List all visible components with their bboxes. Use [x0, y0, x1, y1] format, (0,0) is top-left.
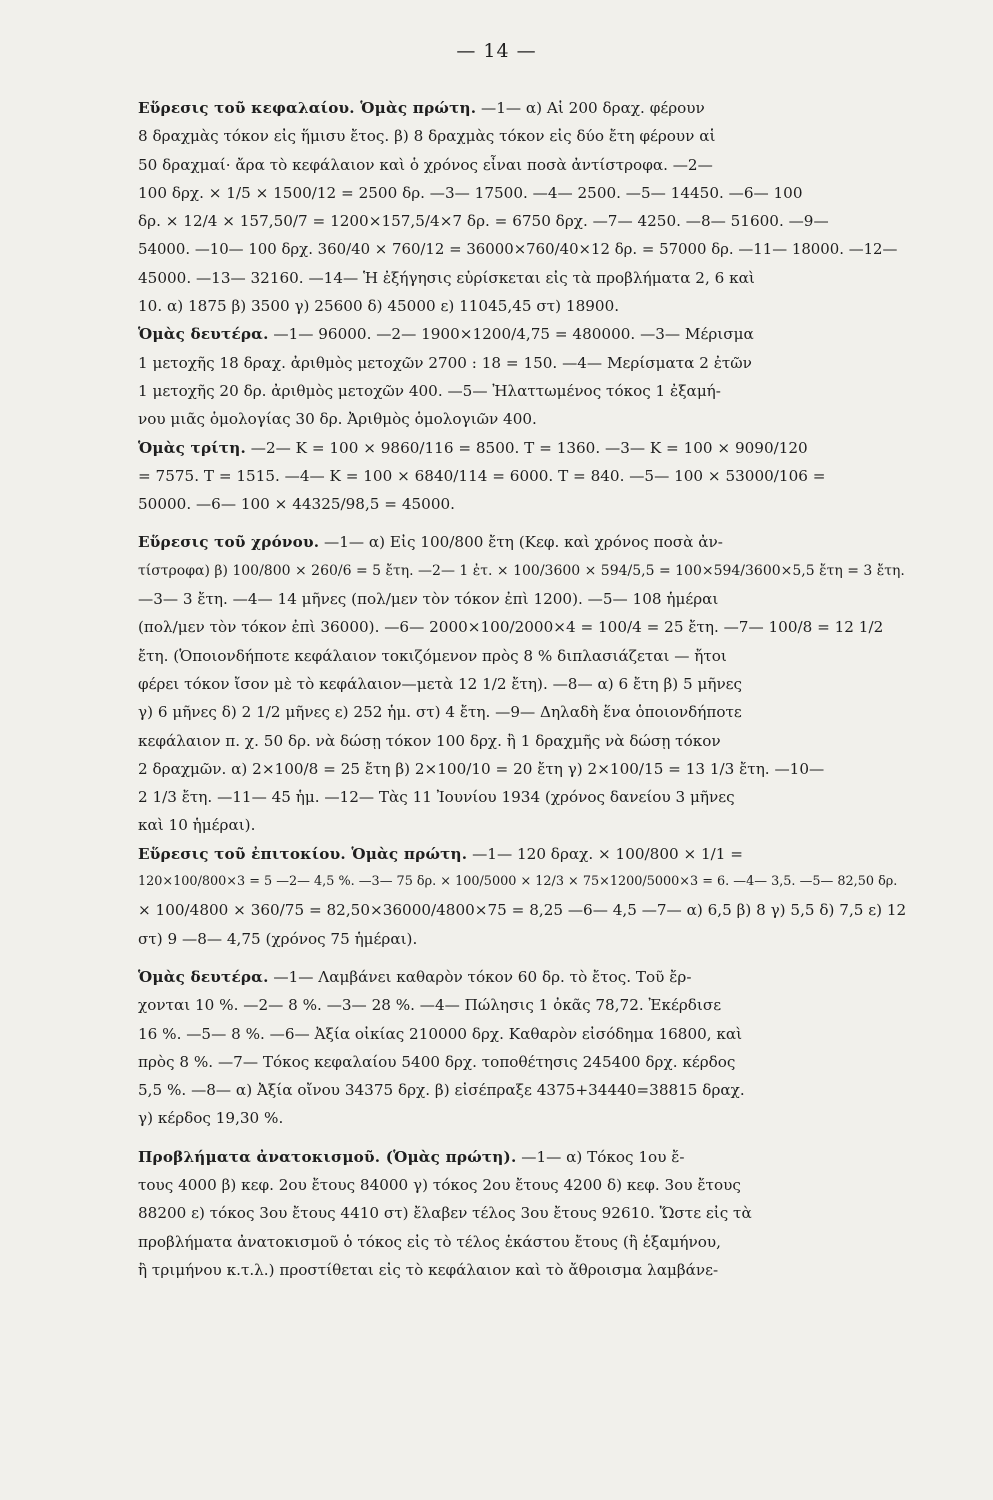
- line-text: —1— 96000. —2— 1900×1200/4,75 = 480000. —3— Μέρισμα: [268, 325, 754, 344]
- text-line: [138, 991, 908, 1019]
- section-heading: Εὕρεσις τοῦ χρόνου.: [138, 533, 320, 552]
- section-heading: Ὁμὰς τρίτη.: [138, 438, 246, 457]
- text-line: [138, 1143, 908, 1171]
- line-text: γ) 6 μῆνες δ) 2 1/2 μῆνες ε) 252 ἡμ. στ) 4 ἔτη. —9— Δηλαδὴ ἕνα ὁποιονδήποτε: [138, 703, 742, 722]
- line-text: γ) κέρδος 19,30 %.: [138, 1109, 284, 1128]
- text-line: [138, 122, 908, 150]
- text-line: [138, 755, 908, 783]
- text-line: [138, 670, 908, 698]
- line-text: × 100/4800 × 360/75 = 82,50×36000/4800×75 = 8,25 —6— 4,5 —7— α) 6,5 β) 8 γ) 5,5 δ) 7,5 ε) 12: [138, 901, 907, 920]
- line-text: ἔτη. (Ὁποιονδήποτε κεφάλαιον τοκιζόμενον πρὸς 8 % διπλασιάζεται — ἤτοι: [138, 646, 727, 665]
- text-line: [138, 94, 908, 122]
- line-text: 2 δραχμῶν. α) 2×100/8 = 25 ἔτη β) 2×100/10 = 20 ἔτη γ) 2×100/15 = 13 1/3 ἔτη. —10—: [138, 759, 825, 778]
- text-line: [138, 490, 908, 518]
- section-heading: Εὕρεσις τοῦ ἐπιτοκίου. Ὁμὰς πρώτη.: [138, 844, 468, 863]
- line-text: φέρει τόκον ἴσον μὲ τὸ κεφάλαιον—μετὰ 12 1/2 ἔτη). —8— α) 6 ἔτη β) 5 μῆνες: [138, 674, 743, 693]
- text-line: [138, 727, 908, 755]
- text-line: [138, 783, 908, 811]
- line-text: προβλήματα ἀνατοκισμοῦ ὁ τόκος εἰς τὸ τέλος ἑκάστου ἔτους (ἢ ἑξαμήνου,: [138, 1232, 721, 1251]
- section-heading: Ὁμὰς δευτέρα.: [138, 967, 269, 986]
- line-text: 16 %. —5— 8 %. —6— Ἀξία οἰκίας 210000 δρχ. Καθαρὸν εἰσόδημα 16800, καὶ: [138, 1024, 743, 1043]
- text-line: [138, 235, 908, 263]
- text-line: [138, 925, 908, 953]
- line-text: χονται 10 %. —2— 8 %. —3— 28 %. —4— Πώλησις 1 ὀκᾶς 78,72. Ἐκέρδισε: [138, 996, 722, 1015]
- line-text: —1— α) Αἱ 200 δραχ. φέρουν: [476, 99, 705, 117]
- line-text: (πολ/μεν τὸν τόκον ἐπὶ 36000). —6— 2000×100/2000×4 = 100/4 = 25 ἔτη. —7— 100/8 = 12 1/2: [138, 618, 884, 637]
- section-heading: Ὁμὰς δευτέρα.: [138, 325, 269, 344]
- line-text: = 7575. Τ = 1515. —4— Κ = 100 × 6840/114 = 6000. Τ = 840. —5— 100 × 53000/106 =: [138, 466, 826, 485]
- text-line: [138, 434, 908, 462]
- text-line: [138, 151, 908, 179]
- line-text: —1— α) Εἰς 100/800 ἔτη (Κεφ. καὶ χρόνος ποσὰ ἀν-: [319, 533, 723, 552]
- text-line: [138, 264, 908, 292]
- line-text: 50 δραχμαί· ἄρα τὸ κεφάλαιον καὶ ὁ χρόνος εἶναι ποσὰ ἀντίστροφα. —2—: [138, 155, 713, 174]
- line-text: —1— α) Τόκος 1ου ἔ-: [516, 1147, 685, 1166]
- text-line: [138, 292, 908, 320]
- line-text: 54000. —10— 100 δρχ. 360/40 × 760/12 = 36000×760/40×12 δρ. = 57000 δρ. —11— 18000. —12—: [138, 240, 898, 259]
- line-text: τίστροφα) β) 100/800 × 260/6 = 5 ἔτη. —2— 1 ἐτ. × 100/3600 × 594/5,5 = 100×594/3600×5,5 ἔτη = 3 ἔτη.: [138, 562, 905, 579]
- text-line: [138, 698, 908, 726]
- line-text: κεφάλαιον π. χ. 50 δρ. νὰ δώσῃ τόκον 100 δρχ. ἢ 1 δραχμῆς νὰ δώσῃ τόκον: [138, 731, 721, 750]
- line-text: 8 δραχμὰς τόκον εἰς ἥμισυ ἔτος. β) 8 δραχμὰς τόκον εἰς δύο ἔτη φέρουν αἱ: [138, 127, 716, 146]
- line-text: 120×100/800×3 = 5 —2— 4,5 %. —3— 75 δρ. × 100/5000 × 12/3 × 75×1200/5000×3 = 6. —4— 3,5. —5— 82,50 δρ.: [138, 874, 898, 890]
- answers-text: [138, 94, 908, 1284]
- line-text: ἢ τριμήνου κ.τ.λ.) προστίθεται εἰς τὸ κεφάλαιον καὶ τὸ ἄθροισμα λαμβάνε-: [138, 1260, 719, 1279]
- text-line: [138, 349, 908, 377]
- line-text: 45000. —13— 32160. —14— Ἡ ἐξήγησις εὑρίσκεται εἰς τὰ προβλήματα 2, 6 καὶ: [138, 268, 755, 287]
- line-text: 2 1/3 ἔτη. —11— 45 ἡμ. —12— Τὰς 11 Ἰουνίου 1934 (χρόνος δανείου 3 μῆνες: [138, 788, 735, 807]
- text-line: [138, 528, 908, 556]
- text-line: [138, 811, 908, 839]
- text-line: [138, 1171, 908, 1199]
- text-line: [138, 1076, 908, 1104]
- text-line: [138, 642, 908, 670]
- text-line: [138, 405, 908, 433]
- text-line: [138, 1048, 908, 1076]
- section-heading: Προβλήματα ἀνατοκισμοῦ. (Ὁμὰς πρώτη).: [138, 1147, 517, 1166]
- line-text: 1 μετοχῆς 18 δραχ. ἀριθμὸς μετοχῶν 2700 : 18 = 150. —4— Μερίσματα 2 ἐτῶν: [138, 353, 752, 372]
- line-text: νου μιᾶς ὁμολογίας 30 δρ. Ἀριθμὸς ὁμολογιῶν 400.: [138, 410, 537, 429]
- line-text: 10. α) 1875 β) 3500 γ) 25600 δ) 45000 ε) 11045,45 στ) 18900.: [138, 297, 620, 316]
- text-line: [138, 585, 908, 613]
- line-text: 88200 ε) τόκος 3ου ἔτους 4410 στ) ἔλαβεν τέλος 3ου ἔτους 92610. Ὥστε εἰς τὰ: [138, 1204, 752, 1223]
- page-number: — 14 —: [456, 40, 537, 62]
- text-line: [138, 1199, 908, 1227]
- text-line: [138, 207, 908, 235]
- line-text: 1 μετοχῆς 20 δρ. ἀριθμὸς μετοχῶν 400. —5— Ἠλαττωμένος τόκος 1 ἐξαμή-: [138, 381, 721, 400]
- line-text: καὶ 10 ἡμέραι).: [138, 816, 256, 835]
- text-line: [138, 1228, 908, 1256]
- text-line: [138, 377, 908, 405]
- text-line: [138, 896, 908, 924]
- line-text: δρ. × 12/4 × 157,50/7 = 1200×157,5/4×7 δρ. = 6750 δρχ. —7— 4250. —8— 51600. —9—: [138, 212, 829, 231]
- text-line: [138, 868, 908, 896]
- line-text: 100 δρχ. × 1/5 × 1500/12 = 2500 δρ. —3— 17500. —4— 2500. —5— 14450. —6— 100: [138, 183, 803, 202]
- text-line: [138, 462, 908, 490]
- text-line: [138, 179, 908, 207]
- line-text: 50000. —6— 100 × 44325/98,5 = 45000.: [138, 495, 455, 514]
- line-text: τους 4000 β) κεφ. 2ου ἔτους 84000 γ) τόκος 2ου ἔτους 4200 δ) κεφ. 3ου ἔτους: [138, 1175, 741, 1194]
- line-text: —1— 120 δραχ. × 100/800 × 1/1 =: [467, 844, 744, 863]
- line-text: στ) 9 —8— 4,75 (χρόνος 75 ἡμέραι).: [138, 929, 418, 948]
- text-line: [138, 840, 908, 868]
- text-line: [138, 1020, 908, 1048]
- text-line: [138, 320, 908, 348]
- text-line: [138, 963, 908, 991]
- text-line: [138, 1104, 908, 1132]
- section-heading: Εὕρεσις τοῦ κεφαλαίου. Ὁμὰς πρώτη.: [138, 99, 477, 117]
- text-line: [138, 613, 908, 641]
- text-line: [138, 557, 908, 585]
- line-text: πρὸς 8 %. —7— Τόκος κεφαλαίου 5400 δρχ. τοποθέτησις 245400 δρχ. κέρδος: [138, 1052, 736, 1071]
- line-text: —1— Λαμβάνει καθαρὸν τόκον 60 δρ. τὸ ἔτος. Τοῦ ἔρ-: [268, 967, 692, 986]
- line-text: —2— Κ = 100 × 9860/116 = 8500. Τ = 1360. —3— Κ = 100 × 9090/120: [245, 438, 808, 457]
- line-text: —3— 3 ἔτη. —4— 14 μῆνες (πολ/μεν τὸν τόκον ἐπὶ 1200). —5— 108 ἡμέραι: [138, 590, 719, 609]
- line-text: 5,5 %. —8— α) Ἀξία οἴνου 34375 δρχ. β) εἰσέπραξε 4375+34440=38815 δραχ.: [138, 1081, 745, 1100]
- text-line: [138, 1256, 908, 1284]
